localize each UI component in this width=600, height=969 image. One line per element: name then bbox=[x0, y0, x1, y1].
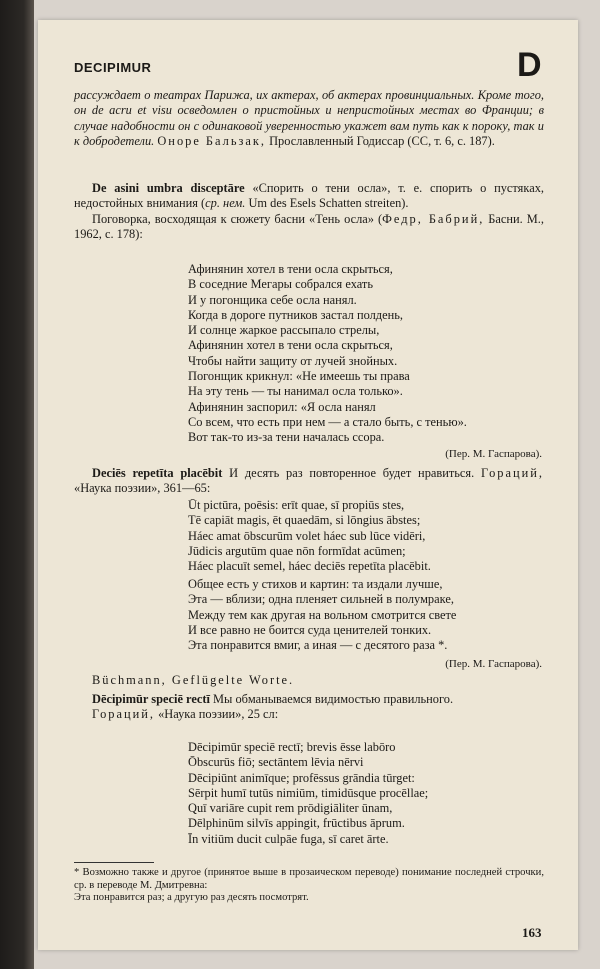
intro-italic-text: рассуждает о театрах Парижа, их актерах, об актерах провинциальных. Кроме того, он de acru et visu осведомлен о пристойных и непристойных местах во Франции; в случае надобности он с одинаковой уверенностью укажет вам путь как к пороку, так и к добродетели. bbox=[74, 88, 544, 148]
entry-lemma: De asini umbra disceptāre bbox=[92, 181, 245, 195]
verse-line: И солнце жаркое рассыпало стрелы, bbox=[188, 323, 380, 338]
verse-line: Афинянин заспорил: «Я осла нанял bbox=[188, 399, 376, 414]
entry-cf: ср. нем. bbox=[205, 196, 246, 211]
verse-line: Dēlphinūm silvīs appingit, frūctibus āprum. bbox=[188, 816, 405, 831]
translator-credit: (Пер. М. Гаспарова). bbox=[445, 448, 542, 460]
entry-lemma: Dēcipimūr speciē rectī bbox=[92, 692, 210, 706]
verse-line: Эта — вблизи; одна пленяет сильней в полумраке, bbox=[188, 592, 454, 607]
entry-lemma: Deciēs repetīta placēbit bbox=[92, 466, 223, 480]
verse-line: Ūt pictūra, poēsis: erīt quae, sī propiūs stes, bbox=[188, 498, 405, 512]
entry-decies-repetita bbox=[74, 466, 544, 497]
verse-line: Афинянин хотел в тени осла скрыться, bbox=[188, 262, 393, 276]
entry-author: Гораций, bbox=[92, 707, 155, 722]
entry-body-text-after: Басни. М., 1962, с. 178): bbox=[74, 211, 544, 241]
verse-line: Háec amat ōbscurūm volet háec sub lūce vidēri, bbox=[188, 528, 426, 543]
entry-definition: И десять раз повторенное будет нравиться. bbox=[222, 466, 475, 480]
intro-author: Оноре Бальзак, bbox=[157, 133, 266, 148]
entry-definition: Мы обманываемся видимостью правильного. bbox=[209, 692, 454, 706]
verse-line: Когда в дороге путников застал полдень, bbox=[188, 307, 403, 322]
verse-line: Háec placuīt semel, háec deciēs repetīta placēbit. bbox=[188, 559, 431, 574]
footnote-text: * Возможно также и другое (принятое выше в прозаическом переводе) понимание последней строчки, ср. в переводе М. Дмитревна: bbox=[74, 867, 544, 891]
intro-source: Прославленный Годиссар (СС, т. 6, с. 187). bbox=[269, 133, 495, 148]
reference-buchmann bbox=[74, 673, 544, 688]
verse-line: И все равно не боится суда ценителей тонких. bbox=[188, 622, 432, 637]
entry-author: Гораций, bbox=[481, 466, 544, 480]
verse-line: Sērpit humī tutūs nimiūm, timidūsque procēllae; bbox=[188, 785, 429, 800]
entry-source: «Наука поэзии», 25 сл: bbox=[154, 707, 279, 722]
entry-de-asini-umbra bbox=[74, 181, 544, 242]
book-page bbox=[38, 20, 578, 950]
verse-line: Dēcipimūr speciē rectī; brevis ēsse labōro bbox=[188, 740, 396, 754]
poem-ars-poetica-russian bbox=[188, 577, 548, 653]
poem-decipimur-latin bbox=[188, 740, 548, 847]
verse-line: Чтобы найти защиту от лучей знойных. bbox=[188, 353, 398, 368]
verse-line: В соседние Мегары собрался ехать bbox=[188, 277, 373, 292]
verse-line: Ōbscurūs fiō; sectāntem lēvia nērvi bbox=[188, 755, 364, 770]
entry-source: «Наука поэзии», 361—65: bbox=[74, 481, 211, 496]
entry-body-text: Поговорка, восходящая к сюжету басни «Тень осла» ( bbox=[92, 211, 383, 226]
entry-decipimur-specie-recti bbox=[74, 692, 544, 723]
verse-line: Эта понравится вмиг, а иная — с десятого раза *. bbox=[188, 638, 448, 653]
verse-line: Tē capiāt magis, ēt quaedām, si lōngius ābstes; bbox=[188, 513, 421, 528]
verse-line: Общее есть у стихов и картин: та издали лучше, bbox=[188, 577, 443, 591]
poem-ars-poetica-latin bbox=[188, 498, 548, 574]
verse-line: Īn vitiūm ducit culpāe fuga, sī caret ārte. bbox=[188, 831, 389, 846]
verse-line: На эту тень — ты нанимал осла только». bbox=[188, 384, 403, 399]
verse-line: Между тем как другая на вольном смотрится свете bbox=[188, 607, 457, 622]
page-number: 163 bbox=[522, 925, 542, 940]
entry-body-author: Федр, Бабрий, bbox=[382, 211, 485, 226]
verse-line: Афинянин хотел в тени осла скрыться, bbox=[188, 338, 393, 353]
running-head: DECIPIMUR bbox=[74, 60, 152, 75]
verse-line: Quī variāre cupit rem prōdigiāliter ūnam, bbox=[188, 801, 393, 816]
footnote-separator bbox=[74, 862, 154, 863]
verse-line: Вот так-то из-за тени началась ссора. bbox=[188, 430, 385, 445]
intro-paragraph bbox=[74, 88, 544, 149]
verse-line: Dēcipiūnt animīque; profēssus grāndia tūrget: bbox=[188, 770, 415, 785]
poem-ten-osla bbox=[188, 262, 548, 446]
reference-text: Büchmann, Geflügelte Worte. bbox=[92, 673, 295, 687]
book-binding bbox=[0, 0, 34, 969]
entry-definition: «Спорить о тени осла», т. е. спорить о пустяках, недостойных внимания ( bbox=[74, 181, 544, 211]
verse-line: Jūdicis argutūm quae nōn formīdat acūmen; bbox=[188, 543, 406, 558]
verse-line: Погонщик крикнул: «Не имеешь ты права bbox=[188, 369, 410, 384]
section-letter: D bbox=[517, 46, 542, 84]
translator-credit: (Пер. М. Гаспарова). bbox=[445, 658, 542, 670]
verse-line: И у погонщика себе осла нанял. bbox=[188, 292, 357, 307]
verse-line: Со всем, что есть при нем — а стало быть, с тенью». bbox=[188, 414, 467, 429]
footnote-line2: Эта понравится раз; а другую раз десять посмотрят. bbox=[74, 892, 309, 903]
footnote bbox=[74, 867, 544, 905]
entry-german: Um des Esels Schatten streiten). bbox=[245, 196, 409, 211]
